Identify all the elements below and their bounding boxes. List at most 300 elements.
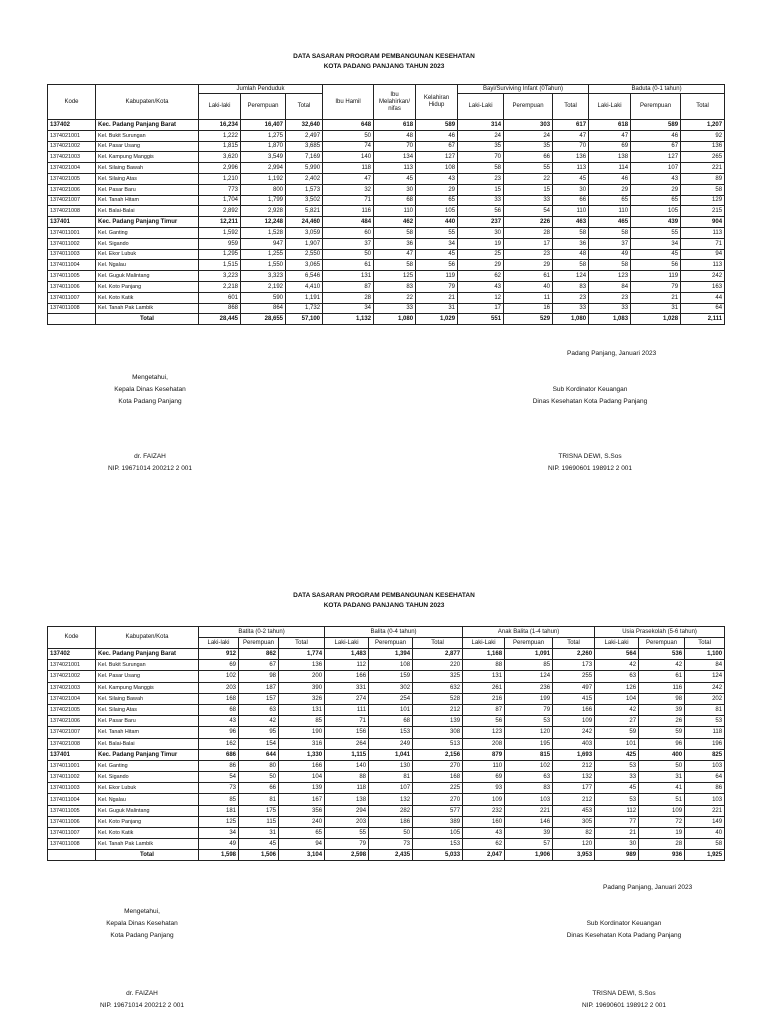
cell-value: 93 xyxy=(463,783,505,794)
cell-value: 196 xyxy=(685,738,725,749)
cell-value: 242 xyxy=(553,727,595,738)
cell-value: 868 xyxy=(199,303,241,314)
cell-value: 22 xyxy=(374,292,416,303)
cell-value: 42 xyxy=(595,704,639,715)
cell-value: 87 xyxy=(323,281,374,292)
cell-value: 134 xyxy=(374,152,416,163)
cell-value: 220 xyxy=(413,660,463,671)
cell-value: 131 xyxy=(279,704,325,715)
cell-value: 200 xyxy=(279,671,325,682)
cell-value: 2,892 xyxy=(199,206,241,217)
cell-value: 157 xyxy=(239,693,279,704)
cell-name: Kec. Padang Panjang Barat xyxy=(96,649,199,660)
cell-value: 111 xyxy=(325,704,369,715)
table-row xyxy=(48,271,725,282)
cell-value: 22 xyxy=(504,173,553,184)
cell-value: 21 xyxy=(595,828,639,839)
header-jumlah-penduduk: Jumlah Penduduk xyxy=(199,85,323,94)
cell-value: 7,169 xyxy=(286,152,323,163)
header-anak-balita: Anak Balita (1-4 tahun) xyxy=(463,627,595,638)
cell-value: 11 xyxy=(504,292,553,303)
total-value: 5,033 xyxy=(413,850,463,861)
cell-value: 30 xyxy=(595,839,639,850)
cell-name: Kel. Kampung Manggis xyxy=(96,682,199,693)
cell-value: 6,546 xyxy=(286,271,323,282)
left-signer-name: dr. FAIZAH xyxy=(134,453,166,460)
cell-value: 109 xyxy=(463,794,505,805)
table-row xyxy=(48,303,725,314)
cell-value: 113 xyxy=(681,227,725,238)
cell-value: 4,410 xyxy=(286,281,323,292)
cell-value: 199 xyxy=(505,693,553,704)
cell-value: 55 xyxy=(416,227,458,238)
cell-value: 36 xyxy=(553,238,589,249)
cell-value: 1,222 xyxy=(199,130,241,141)
cell-value: 31 xyxy=(239,828,279,839)
cell-value: 3,502 xyxy=(286,195,323,206)
doc1-title-line1: DATA SASARAN PROGRAM PEMBANGUNAN KESEHATAN xyxy=(293,53,475,60)
cell-value: 47 xyxy=(589,130,631,141)
cell-value: 61 xyxy=(323,260,374,271)
table-row xyxy=(48,227,725,238)
cell-value: 1,573 xyxy=(286,184,323,195)
cell-value: 1,815 xyxy=(199,141,241,152)
cell-code: 1374011004 xyxy=(48,260,96,271)
total-empty-cell xyxy=(48,850,96,861)
cell-value: 825 xyxy=(685,749,725,760)
cell-value: 1,091 xyxy=(505,649,553,660)
table-row xyxy=(48,184,725,195)
cell-value: 400 xyxy=(639,749,685,760)
cell-value: 325 xyxy=(413,671,463,682)
cell-code: 1374021003 xyxy=(48,152,96,163)
left-position: Kepala Dinas Kesehatan xyxy=(114,386,186,393)
cell-code: 1374021008 xyxy=(48,738,96,749)
subheader-perempuan: Perempuan xyxy=(369,638,413,649)
cell-code: 1374021008 xyxy=(48,206,96,217)
left-city: Kota Padang Panjang xyxy=(118,398,182,405)
right-signer-name: TRISNA DEWI, S.Sos xyxy=(592,990,656,997)
cell-value: 48 xyxy=(374,130,416,141)
cell-value: 577 xyxy=(413,805,463,816)
cell-value: 34 xyxy=(631,238,681,249)
cell-value: 45 xyxy=(631,249,681,260)
cell-value: 30 xyxy=(553,184,589,195)
cell-value: 48 xyxy=(553,249,589,260)
cell-value: 2,218 xyxy=(199,281,241,292)
kecamatan-row xyxy=(48,649,725,660)
cell-value: 56 xyxy=(463,716,505,727)
cell-value: 101 xyxy=(369,704,413,715)
cell-value: 195 xyxy=(505,738,553,749)
table-row xyxy=(48,805,725,816)
cell-value: 35 xyxy=(458,141,504,152)
cell-value: 1,704 xyxy=(199,195,241,206)
cell-value: 12 xyxy=(458,292,504,303)
table-row xyxy=(48,682,725,693)
doc2-title-line2: KOTA PADANG PANJANG TAHUN 2023 xyxy=(323,602,445,609)
cell-value: 497 xyxy=(553,682,595,693)
cell-value: 168 xyxy=(199,693,239,704)
cell-value: 2,156 xyxy=(413,749,463,760)
cell-value: 800 xyxy=(241,184,286,195)
cell-value: 110 xyxy=(553,206,589,217)
cell-value: 3,549 xyxy=(241,152,286,163)
table-row xyxy=(48,794,725,805)
cell-value: 33 xyxy=(589,303,631,314)
cell-value: 415 xyxy=(553,693,595,704)
doc2-right-signer xyxy=(544,988,704,1012)
cell-value: 215 xyxy=(681,206,725,217)
cell-value: 536 xyxy=(639,649,685,660)
cell-value: 187 xyxy=(239,682,279,693)
cell-name: Kel. Pasar Usang xyxy=(96,141,199,152)
cell-value: 46 xyxy=(416,130,458,141)
cell-value: 71 xyxy=(681,238,725,249)
cell-value: 203 xyxy=(325,816,369,827)
cell-value: 114 xyxy=(589,163,631,174)
cell-value: 3,685 xyxy=(286,141,323,152)
subheader-total: Total xyxy=(553,94,589,120)
cell-value: 86 xyxy=(199,760,239,771)
header-kelahiran-hidup: Kelahiran Hidup xyxy=(416,85,458,120)
total-value: 57,100 xyxy=(286,314,323,325)
cell-value: 73 xyxy=(369,839,413,850)
cell-value: 40 xyxy=(504,281,553,292)
cell-name: Kel. Tanah Pak Lambik xyxy=(96,303,199,314)
cell-value: 72 xyxy=(639,816,685,827)
cell-value: 390 xyxy=(279,682,325,693)
cell-code: 1374011001 xyxy=(48,227,96,238)
doc1-right-signature xyxy=(510,384,670,408)
cell-value: 131 xyxy=(463,671,505,682)
cell-value: 136 xyxy=(553,152,589,163)
cell-code: 1374011001 xyxy=(48,760,96,771)
cell-value: 63 xyxy=(239,704,279,715)
cell-value: 1,100 xyxy=(685,649,725,660)
cell-value: 69 xyxy=(463,772,505,783)
cell-value: 28 xyxy=(504,227,553,238)
subheader-perempuan: Perempuan xyxy=(505,638,553,649)
cell-value: 59 xyxy=(595,727,639,738)
cell-value: 644 xyxy=(239,749,279,760)
cell-value: 236 xyxy=(505,682,553,693)
mengetahui-label: Mengetahui, xyxy=(132,374,168,381)
cell-value: 166 xyxy=(279,760,325,771)
doc1-title-line2: KOTA PADANG PANJANG TAHUN 2023 xyxy=(323,63,445,70)
cell-value: 66 xyxy=(553,195,589,206)
cell-value: 212 xyxy=(553,794,595,805)
cell-value: 240 xyxy=(279,816,325,827)
cell-code: 1374021006 xyxy=(48,716,96,727)
cell-value: 186 xyxy=(369,816,413,827)
left-signer-name: dr. FAIZAH xyxy=(126,990,158,997)
cell-value: 55 xyxy=(631,227,681,238)
cell-value: 29 xyxy=(631,184,681,195)
cell-value: 69 xyxy=(589,141,631,152)
cell-value: 103 xyxy=(685,794,725,805)
cell-value: 168 xyxy=(413,772,463,783)
cell-value: 305 xyxy=(553,816,595,827)
cell-value: 3,323 xyxy=(241,271,286,282)
cell-value: 947 xyxy=(241,238,286,249)
cell-value: 1,870 xyxy=(241,141,286,152)
header-batita: Batita (0-2 tahun) xyxy=(199,627,325,638)
cell-value: 129 xyxy=(681,195,725,206)
cell-value: 216 xyxy=(463,693,505,704)
cell-value: 425 xyxy=(595,749,639,760)
table-row xyxy=(48,760,725,771)
cell-value: 56 xyxy=(631,260,681,271)
cell-value: 249 xyxy=(369,738,413,749)
cell-name: Kel. Silaing Bawah xyxy=(96,693,199,704)
left-signer-nip: NIP. 19671014 200212 2 001 xyxy=(99,1002,185,1009)
cell-value: 58 xyxy=(374,260,416,271)
doc1-place-date: Padang Panjang, Januari 2023 xyxy=(567,350,657,357)
cell-value: 242 xyxy=(685,682,725,693)
cell-value: 773 xyxy=(199,184,241,195)
cell-value: 82 xyxy=(553,828,595,839)
cell-value: 81 xyxy=(685,704,725,715)
total-value: 3,104 xyxy=(279,850,325,861)
subheader-perempuan: Perempuan xyxy=(239,638,279,649)
cell-value: 79 xyxy=(325,839,369,850)
cell-value: 56 xyxy=(458,206,504,217)
cell-value: 618 xyxy=(374,120,416,131)
cell-value: 528 xyxy=(413,693,463,704)
cell-value: 51 xyxy=(639,794,685,805)
cell-code: 1374021005 xyxy=(48,173,96,184)
total-value: 3,953 xyxy=(553,850,595,861)
table-row xyxy=(48,660,725,671)
doc1-table xyxy=(47,84,725,325)
cell-value: 2,550 xyxy=(286,249,323,260)
cell-code: 1374011007 xyxy=(48,828,96,839)
cell-value: 212 xyxy=(413,704,463,715)
cell-value: 31 xyxy=(416,303,458,314)
cell-value: 254 xyxy=(369,693,413,704)
right-office: Dinas Kesehatan Kota Padang Panjang xyxy=(532,398,648,405)
cell-value: 1,550 xyxy=(241,260,286,271)
total-value: 989 xyxy=(595,850,639,861)
cell-value: 109 xyxy=(639,805,685,816)
header-ibu-hamil: Ibu Hamil xyxy=(323,85,374,120)
cell-value: 648 xyxy=(323,120,374,131)
cell-value: 617 xyxy=(553,120,589,131)
doc1-right-signer xyxy=(510,451,670,475)
cell-value: 33 xyxy=(458,195,504,206)
cell-value: 39 xyxy=(505,828,553,839)
table-row xyxy=(48,260,725,271)
cell-value: 94 xyxy=(279,839,325,850)
cell-value: 125 xyxy=(199,816,239,827)
cell-value: 43 xyxy=(458,281,504,292)
mengetahui-label: Mengetahui, xyxy=(124,908,160,915)
cell-name: Kel. Silaing Bawah xyxy=(96,163,199,174)
table-row xyxy=(48,816,725,827)
cell-name: Kel. Ekor Lubuk xyxy=(96,249,199,260)
cell-value: 33 xyxy=(504,195,553,206)
right-signer-nip: NIP. 19690601 198912 2 001 xyxy=(547,465,633,472)
cell-value: 1,115 xyxy=(325,749,369,760)
cell-value: 67 xyxy=(631,141,681,152)
cell-value: 67 xyxy=(239,660,279,671)
cell-value: 47 xyxy=(323,173,374,184)
cell-name: Kel. Koto Panjang xyxy=(96,816,199,827)
cell-value: 2,994 xyxy=(241,163,286,174)
cell-value: 1,732 xyxy=(286,303,323,314)
cell-code: 1374011005 xyxy=(48,271,96,282)
header-bayi: Bayi/Surviving Infant (0Tahun) xyxy=(458,85,589,94)
total-value: 1,598 xyxy=(199,850,239,861)
cell-value: 60 xyxy=(323,227,374,238)
cell-value: 94 xyxy=(681,249,725,260)
cell-value: 62 xyxy=(463,839,505,850)
cell-value: 308 xyxy=(413,727,463,738)
cell-value: 50 xyxy=(639,760,685,771)
cell-value: 12,211 xyxy=(199,217,241,228)
cell-value: 109 xyxy=(553,716,595,727)
cell-value: 124 xyxy=(553,271,589,282)
header-kode: Kode xyxy=(48,627,96,649)
cell-value: 113 xyxy=(553,163,589,174)
cell-value: 27 xyxy=(595,716,639,727)
total-value: 1,925 xyxy=(685,850,725,861)
cell-value: 314 xyxy=(458,120,504,131)
cell-value: 102 xyxy=(505,760,553,771)
subheader-perempuan: Perempuan xyxy=(241,94,286,120)
subheader-laki: Laki-laki xyxy=(199,94,241,120)
cell-value: 19 xyxy=(458,238,504,249)
total-value: 936 xyxy=(639,850,685,861)
cell-value: 33 xyxy=(553,303,589,314)
total-value: 1,080 xyxy=(374,314,416,325)
total-label: Total xyxy=(96,850,199,861)
kecamatan-row xyxy=(48,120,725,131)
cell-name: Kel. Balai-Balai xyxy=(96,206,199,217)
cell-value: 83 xyxy=(374,281,416,292)
cell-value: 119 xyxy=(631,271,681,282)
cell-value: 74 xyxy=(323,141,374,152)
cell-value: 118 xyxy=(325,783,369,794)
cell-value: 56 xyxy=(416,260,458,271)
cell-name: Kel. Koto Katik xyxy=(96,828,199,839)
cell-value: 120 xyxy=(553,839,595,850)
cell-value: 1,592 xyxy=(199,227,241,238)
cell-value: 113 xyxy=(681,260,725,271)
cell-value: 19 xyxy=(639,828,685,839)
cell-value: 264 xyxy=(325,738,369,749)
cell-value: 104 xyxy=(279,772,325,783)
cell-value: 84 xyxy=(589,281,631,292)
cell-value: 1,394 xyxy=(369,649,413,660)
cell-value: 221 xyxy=(685,805,725,816)
cell-code: 1374011006 xyxy=(48,816,96,827)
cell-value: 47 xyxy=(374,249,416,260)
cell-value: 326 xyxy=(279,693,325,704)
cell-value: 126 xyxy=(595,682,639,693)
cell-value: 29 xyxy=(504,260,553,271)
cell-value: 166 xyxy=(325,671,369,682)
cell-value: 221 xyxy=(505,805,553,816)
cell-name: Kel. Ganting xyxy=(96,760,199,771)
cell-value: 1,210 xyxy=(199,173,241,184)
subheader-perempuan: Perempuan xyxy=(504,94,553,120)
cell-value: 203 xyxy=(199,682,239,693)
cell-value: 1,295 xyxy=(199,249,241,260)
subheader-laki: Laki-Laki xyxy=(589,94,631,120)
cell-value: 589 xyxy=(631,120,681,131)
cell-value: 118 xyxy=(323,163,374,174)
cell-name: Kel. Pasar Baru xyxy=(96,184,199,195)
table-row xyxy=(48,772,725,783)
cell-value: 45 xyxy=(553,173,589,184)
cell-value: 389 xyxy=(413,816,463,827)
cell-value: 71 xyxy=(325,716,369,727)
cell-value: 590 xyxy=(241,292,286,303)
cell-value: 131 xyxy=(323,271,374,282)
cell-value: 127 xyxy=(631,152,681,163)
cell-value: 77 xyxy=(595,816,639,827)
doc2-left-signer xyxy=(72,988,212,1012)
cell-value: 17 xyxy=(458,303,504,314)
cell-value: 132 xyxy=(553,772,595,783)
cell-code: 1374021003 xyxy=(48,682,96,693)
cell-value: 63 xyxy=(505,772,553,783)
cell-value: 261 xyxy=(463,682,505,693)
table-row xyxy=(48,195,725,206)
cell-value: 1,255 xyxy=(241,249,286,260)
table-row xyxy=(48,828,725,839)
cell-value: 154 xyxy=(239,738,279,749)
cell-code: 1374011006 xyxy=(48,281,96,292)
cell-value: 81 xyxy=(239,794,279,805)
cell-name: Kel. Guguk Malintang xyxy=(96,271,199,282)
cell-value: 270 xyxy=(413,760,463,771)
cell-code: 1374021001 xyxy=(48,130,96,141)
cell-value: 265 xyxy=(681,152,725,163)
cell-value: 101 xyxy=(595,738,639,749)
cell-value: 54 xyxy=(504,206,553,217)
cell-value: 5,821 xyxy=(286,206,323,217)
subheader-total: Total xyxy=(279,638,325,649)
cell-value: 25 xyxy=(458,249,504,260)
cell-value: 65 xyxy=(279,828,325,839)
cell-value: 17 xyxy=(504,238,553,249)
cell-value: 864 xyxy=(241,303,286,314)
cell-value: 2,877 xyxy=(413,649,463,660)
cell-value: 274 xyxy=(325,693,369,704)
total-value: 1,029 xyxy=(416,314,458,325)
cell-value: 53 xyxy=(595,760,639,771)
cell-value: 79 xyxy=(416,281,458,292)
cell-name: Kel. Pasar Baru xyxy=(96,716,199,727)
cell-value: 123 xyxy=(589,271,631,282)
cell-value: 46 xyxy=(631,130,681,141)
right-position: Sub Kordinator Keuangan xyxy=(552,386,628,393)
cell-value: 79 xyxy=(631,281,681,292)
cell-value: 28 xyxy=(323,292,374,303)
cell-code: 1374011002 xyxy=(48,772,96,783)
cell-value: 1,330 xyxy=(279,749,325,760)
cell-value: 80 xyxy=(239,760,279,771)
cell-name: Kel. Silaing Atas xyxy=(96,704,199,715)
table-row xyxy=(48,238,725,249)
cell-value: 226 xyxy=(504,217,553,228)
cell-value: 1,191 xyxy=(286,292,323,303)
subheader-total: Total xyxy=(413,638,463,649)
cell-value: 181 xyxy=(199,805,239,816)
